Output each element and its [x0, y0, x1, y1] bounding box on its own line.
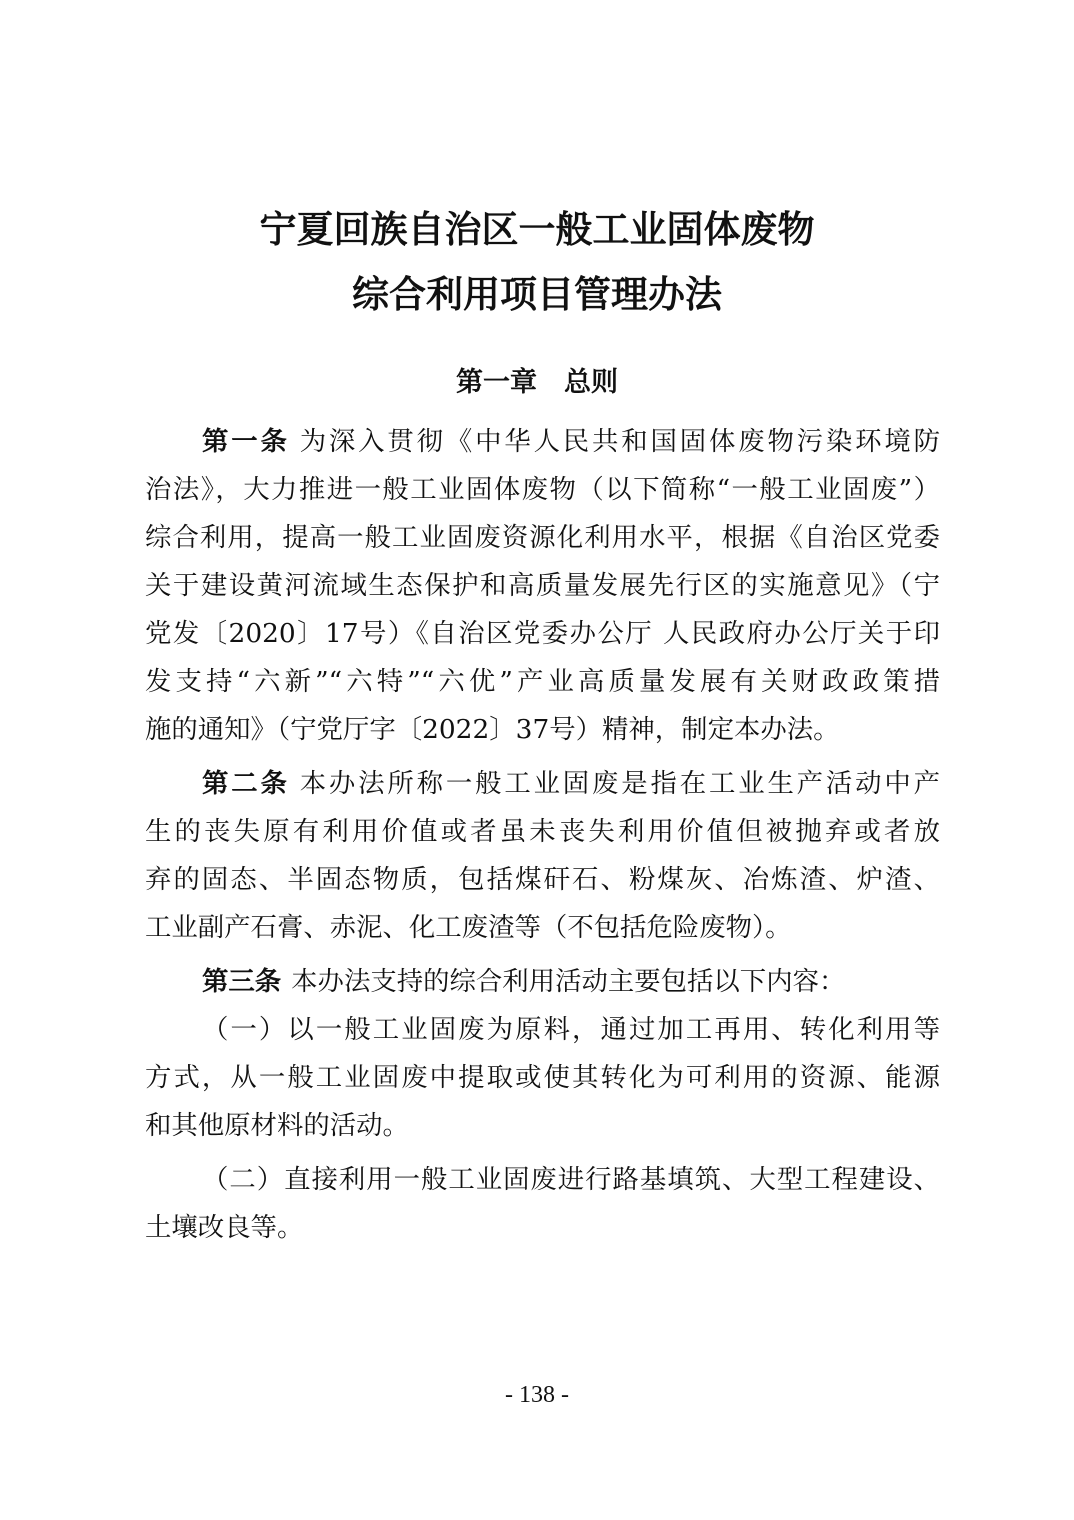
paragraph-line: 发支持“六新”“六特”“六优”产业高质量发展有关财政政策措 — [145, 666, 940, 697]
article-3-line-1 — [145, 958, 940, 1006]
paragraph-line: 治法》，大力推进一般工业固体废物（以下简称“一般工业固废”） — [145, 474, 940, 505]
paragraph-line: （一）以一般工业固废为原料，通过加工再用、转化利用等 — [202, 1014, 940, 1045]
chapter-heading: 第一章 总则 — [456, 367, 618, 398]
paragraph-line: 党发〔2020〕17号）《自治区党委办公厅 人民政府办公厅关于印 — [145, 618, 940, 649]
article-2 — [145, 760, 940, 952]
item-1 — [145, 1006, 940, 1150]
paragraph-line: 弃的固态、半固态物质，包括煤矸石、粉煤灰、冶炼渣、炉渣、 — [145, 864, 940, 895]
paragraph-line: 关于建设黄河流域生态保护和高质量发展先行区的实施意见》（宁 — [145, 570, 940, 601]
item-2 — [145, 1156, 940, 1252]
article-1 — [145, 418, 940, 754]
article-2-line-1 — [145, 760, 940, 808]
paragraph-line: （二）直接利用一般工业固废进行路基填筑、大型工程建设、 — [202, 1164, 940, 1195]
paragraph-line: 施的通知》（宁党厅字〔2022〕37号）精神，制定本办法。 — [145, 714, 840, 745]
article-1-line-1 — [145, 418, 940, 466]
document-title-line-1: 宁夏回族自治区一般工业固体废物 — [259, 208, 815, 251]
paragraph-line: 综合利用，提高一般工业固废资源化利用水平，根据《自治区党委 — [145, 522, 940, 553]
paragraph-line: 和其他原材料的活动。 — [145, 1110, 409, 1141]
paragraph-text: 本办法支持的综合利用活动主要包括以下内容： — [291, 966, 846, 997]
article-3 — [145, 958, 940, 1006]
paragraph-line: 生的丧失原有利用价值或者虽未丧失利用价值但被抛弃或者放 — [145, 816, 940, 847]
article-3-label: 第三条 — [202, 966, 282, 997]
article-1-label: 第一条 — [202, 426, 290, 457]
article-2-label: 第二条 — [202, 768, 290, 799]
paragraph-text: 为深入贯彻《中华人民共和国固体废物污染环境防 — [299, 426, 940, 457]
document-body — [145, 418, 940, 1252]
paragraph-line: 方式，从一般工业固废中提取或使其转化为可利用的资源、能源 — [145, 1062, 940, 1093]
document-title-line-2: 综合利用项目管理办法 — [352, 273, 722, 316]
paragraph-line: 土壤改良等。 — [145, 1212, 304, 1243]
page-number: - 138 - — [505, 1382, 569, 1408]
paragraph-line: 工业副产石膏、赤泥、化工废渣等（不包括危险废物）。 — [145, 912, 792, 943]
paragraph-text: 本办法所称一般工业固废是指在工业生产活动中产 — [299, 768, 940, 799]
